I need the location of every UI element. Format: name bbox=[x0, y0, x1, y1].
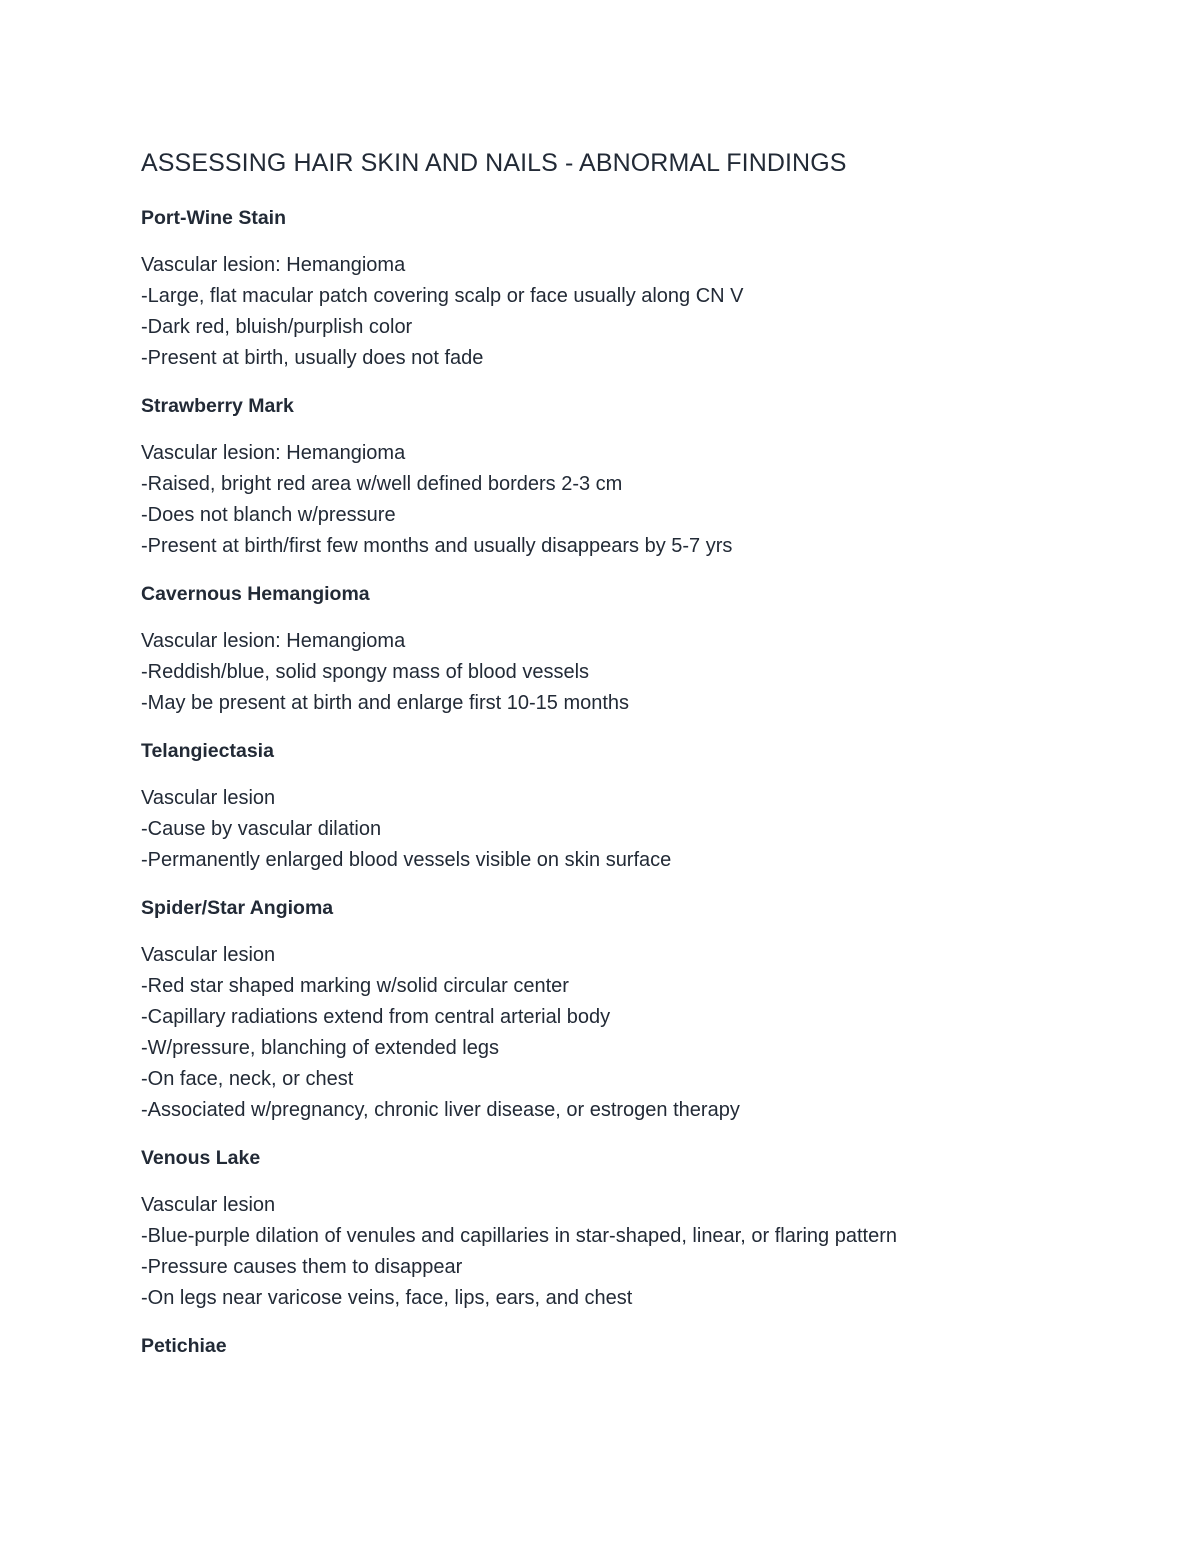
finding-detail-line: -Capillary radiations extend from central arterial body bbox=[141, 1006, 611, 1028]
finding-detail-line: Vascular lesion bbox=[141, 1194, 276, 1216]
finding-detail-line: -Dark red, bluish/purplish color bbox=[141, 316, 413, 338]
finding-section bbox=[141, 392, 1141, 562]
sections-container bbox=[141, 204, 1141, 1360]
finding-detail-line: -Raised, bright red area w/well defined borders 2-3 cm bbox=[141, 473, 623, 495]
finding-detail-line: -Reddish/blue, solid spongy mass of blood vessels bbox=[141, 661, 590, 683]
finding-details bbox=[141, 626, 1141, 719]
finding-heading: Petichiae bbox=[141, 1335, 227, 1357]
finding-heading: Venous Lake bbox=[141, 1147, 261, 1169]
finding-detail-line: -Associated w/pregnancy, chronic liver disease, or estrogen therapy bbox=[141, 1099, 740, 1121]
finding-detail-line: Vascular lesion: Hemangioma bbox=[141, 254, 406, 276]
finding-details bbox=[141, 1190, 1141, 1314]
finding-detail-line: Vascular lesion: Hemangioma bbox=[141, 630, 406, 652]
finding-detail-line: Vascular lesion bbox=[141, 787, 276, 809]
finding-details bbox=[141, 438, 1141, 562]
finding-section bbox=[141, 580, 1141, 719]
finding-detail-line: -Pressure causes them to disappear bbox=[141, 1256, 463, 1278]
finding-heading: Telangiectasia bbox=[141, 740, 274, 762]
finding-detail-line: -Does not blanch w/pressure bbox=[141, 504, 396, 526]
finding-detail-line: -On legs near varicose veins, face, lips, ears, and chest bbox=[141, 1287, 633, 1309]
finding-detail-line: -On face, neck, or chest bbox=[141, 1068, 354, 1090]
finding-details bbox=[141, 940, 1141, 1126]
finding-details bbox=[141, 250, 1141, 374]
finding-detail-line: Vascular lesion bbox=[141, 944, 276, 966]
finding-detail-line: -Present at birth/first few months and usually disappears by 5-7 yrs bbox=[141, 535, 733, 557]
finding-heading: Strawberry Mark bbox=[141, 395, 294, 417]
finding-detail-line: -Permanently enlarged blood vessels visible on skin surface bbox=[141, 849, 672, 871]
finding-detail-line: -May be present at birth and enlarge first 10-15 months bbox=[141, 692, 630, 714]
finding-detail-line: -Large, flat macular patch covering scalp or face usually along CN V bbox=[141, 285, 744, 307]
finding-detail-line: -Present at birth, usually does not fade bbox=[141, 347, 484, 369]
finding-detail-line: Vascular lesion: Hemangioma bbox=[141, 442, 406, 464]
finding-section bbox=[141, 894, 1141, 1126]
finding-heading: Spider/Star Angioma bbox=[141, 897, 334, 919]
finding-detail-line: -Cause by vascular dilation bbox=[141, 818, 382, 840]
finding-heading: Cavernous Hemangioma bbox=[141, 583, 370, 605]
finding-detail-line: -Red star shaped marking w/solid circular center bbox=[141, 975, 569, 997]
document-page bbox=[141, 146, 1141, 1360]
finding-section bbox=[141, 204, 1141, 374]
document-title: ASSESSING HAIR SKIN AND NAILS - ABNORMAL FINDINGS bbox=[141, 149, 847, 177]
finding-section bbox=[141, 737, 1141, 876]
finding-details bbox=[141, 783, 1141, 876]
finding-detail-line: -W/pressure, blanching of extended legs bbox=[141, 1037, 499, 1059]
finding-detail-line: -Blue-purple dilation of venules and capillaries in star-shaped, linear, or flaring pattern bbox=[141, 1225, 897, 1247]
finding-section bbox=[141, 1144, 1141, 1314]
finding-heading: Port-Wine Stain bbox=[141, 207, 286, 229]
finding-section bbox=[141, 1332, 1141, 1360]
